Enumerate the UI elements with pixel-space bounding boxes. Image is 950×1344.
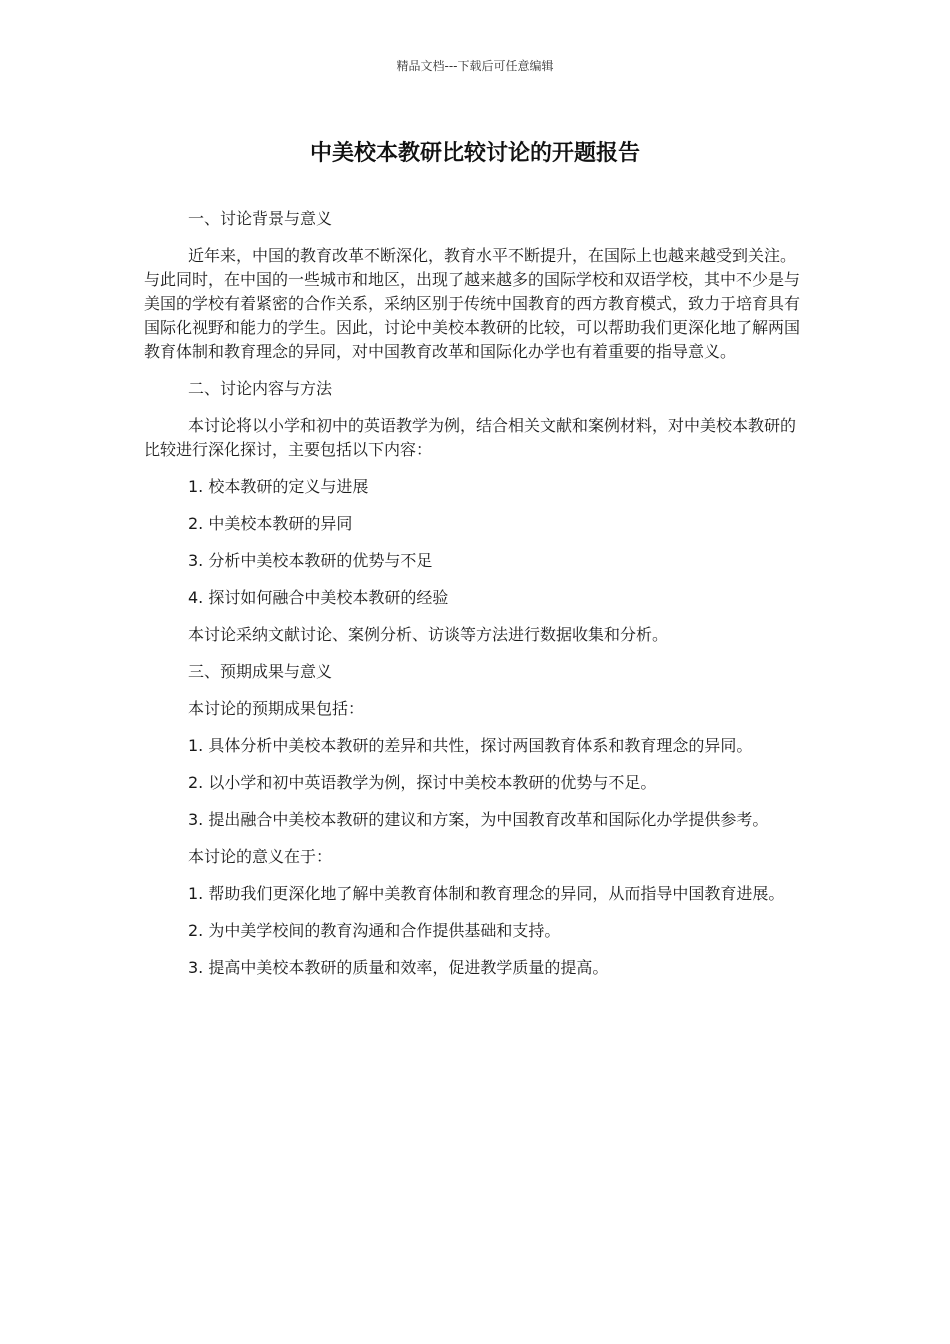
paragraph-expected-intro: 本讨论的预期成果包括： [188, 699, 365, 718]
section-heading-expected: 三、预期成果与意义 [188, 662, 333, 681]
list-item-content-4: 4. 探讨如何融合中美校本教研的经验 [188, 588, 449, 607]
list-item-content-1: 1. 校本教研的定义与进展 [188, 477, 369, 496]
paragraph-method: 本讨论采纳文献讨论、案例分析、访谈等方法进行数据收集和分析。 [188, 625, 669, 644]
document-title: 中美校本教研比较讨论的开题报告 [309, 141, 640, 166]
header-note: 精品文档---下载后可任意编辑 [396, 59, 554, 73]
list-item-significance-1: 1. 帮助我们更深化地了解中美教育体制和教育理念的异同，从而指导中国教育进展。 [188, 884, 785, 903]
list-item-significance-3: 3. 提高中美校本教研的质量和效率，促进教学质量的提高。 [188, 958, 609, 977]
document-body [144, 207, 808, 993]
section-heading-background: 一、讨论背景与意义 [188, 209, 333, 228]
paragraph-content-intro: 本讨论将以小学和初中的英语教学为例，结合相关文献和案例材料，对中美校本教研的比较进行深化探讨，主要包括以下内容： [144, 416, 797, 459]
list-item-content-2: 2. 中美校本教研的异同 [188, 514, 353, 533]
list-item-significance-2: 2. 为中美学校间的教育沟通和合作提供基础和支持。 [188, 921, 561, 940]
section-heading-content-method: 二、讨论内容与方法 [188, 379, 333, 398]
list-item-content-3: 3. 分析中美校本教研的优势与不足 [188, 551, 433, 570]
paragraph-background: 近年来，中国的教育改革不断深化，教育水平不断提升，在国际上也越来越受到关注。与此同时，在中国的一些城市和地区，出现了越来越多的国际学校和双语学校，其中不少是与美国的学校有着紧密的合作关系，采纳区别于传统中国教育的西方教育模式，致力于培育具有国际化视野和能力的学生。因此，讨论中美校本教研的比较，可以帮助我们更深化地了解两国教育体制和教育理念的异同，对中国教育改革和国际化办学也有着重要的指导意义。 [144, 246, 801, 361]
list-item-expected-2: 2. 以小学和初中英语教学为例，探讨中美校本教研的优势与不足。 [188, 773, 657, 792]
list-item-expected-3: 3. 提出融合中美校本教研的建议和方案，为中国教育改革和国际化办学提供参考。 [188, 810, 769, 829]
paragraph-significance-intro: 本讨论的意义在于： [188, 847, 333, 866]
list-item-expected-1: 1. 具体分析中美校本教研的差异和共性，探讨两国教育体系和教育理念的异同。 [188, 736, 753, 755]
